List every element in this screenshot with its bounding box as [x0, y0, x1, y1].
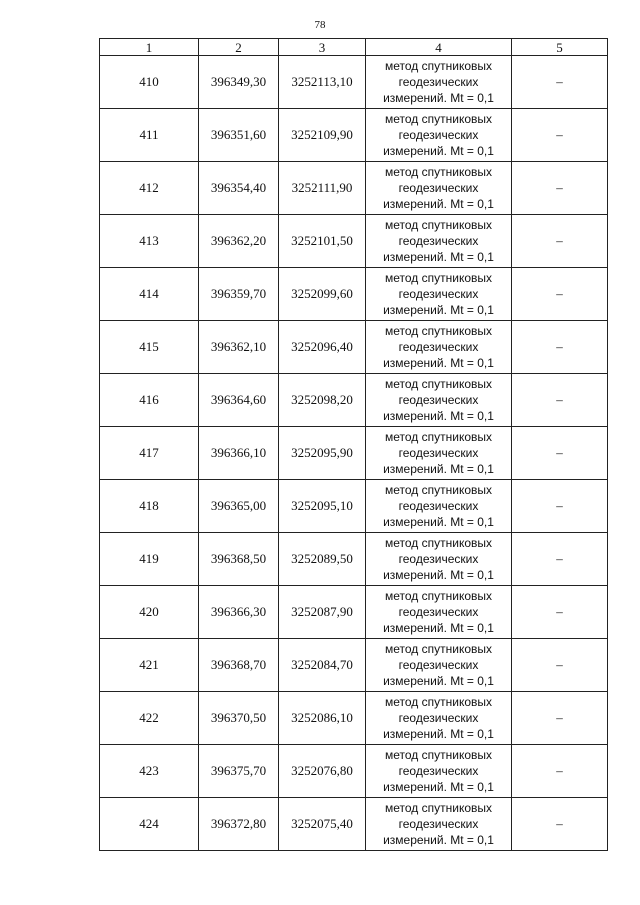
- page-number: 78: [314, 19, 326, 31]
- method-line: метод спутниковых: [384, 536, 492, 550]
- x-coordinate-cell: 396351,60: [199, 109, 279, 162]
- note-cell: –: [512, 798, 608, 851]
- note-cell: –: [512, 639, 608, 692]
- method-line: геодезических: [398, 552, 479, 566]
- point-number-cell: 424: [100, 798, 199, 851]
- note-cell: –: [512, 427, 608, 480]
- method-line: геодезических: [398, 128, 479, 142]
- table-row: [100, 427, 608, 480]
- method-cell: [366, 56, 512, 109]
- header-row: [100, 39, 608, 56]
- note-cell: –: [512, 162, 608, 215]
- x-coordinate-cell: 396364,60: [199, 374, 279, 427]
- method-line: метод спутниковых: [384, 271, 492, 285]
- note-cell: –: [512, 374, 608, 427]
- x-coordinate-cell: 396370,50: [199, 692, 279, 745]
- method-line: измерений. Mt = 0,1: [383, 674, 494, 688]
- method-line: измерений. Mt = 0,1: [383, 409, 494, 423]
- method-line: геодезических: [398, 393, 479, 407]
- note-cell: –: [512, 109, 608, 162]
- y-coordinate-cell: 3252084,70: [279, 639, 366, 692]
- x-coordinate-cell: 396366,30: [199, 586, 279, 639]
- table-row: [100, 692, 608, 745]
- x-coordinate-cell: 396349,30: [199, 56, 279, 109]
- method-line: геодезических: [398, 711, 479, 725]
- method-line: измерений. Mt = 0,1: [383, 144, 494, 158]
- method-line: геодезических: [398, 234, 479, 248]
- method-line: геодезических: [398, 605, 479, 619]
- y-coordinate-cell: 3252098,20: [279, 374, 366, 427]
- table-row: [100, 162, 608, 215]
- point-number-cell: 412: [100, 162, 199, 215]
- y-coordinate-cell: 3252076,80: [279, 745, 366, 798]
- method-line: геодезических: [398, 287, 479, 301]
- y-coordinate-cell: 3252101,50: [279, 215, 366, 268]
- method-line: геодезических: [398, 764, 479, 778]
- table-row: [100, 321, 608, 374]
- method-cell: [366, 109, 512, 162]
- table-row: [100, 533, 608, 586]
- method-line: метод спутниковых: [384, 642, 492, 656]
- coordinates-table: [99, 38, 608, 851]
- note-cell: –: [512, 586, 608, 639]
- y-coordinate-cell: 3252109,90: [279, 109, 366, 162]
- method-cell: [366, 321, 512, 374]
- table-row: [100, 374, 608, 427]
- column-header: 4: [366, 39, 512, 56]
- method-cell: [366, 374, 512, 427]
- method-cell: [366, 745, 512, 798]
- x-coordinate-cell: 396359,70: [199, 268, 279, 321]
- method-cell: [366, 162, 512, 215]
- note-cell: –: [512, 215, 608, 268]
- method-line: метод спутниковых: [384, 218, 492, 232]
- column-header: 5: [512, 39, 608, 56]
- method-line: измерений. Mt = 0,1: [383, 197, 494, 211]
- method-line: измерений. Mt = 0,1: [383, 91, 494, 105]
- y-coordinate-cell: 3252086,10: [279, 692, 366, 745]
- method-line: измерений. Mt = 0,1: [383, 356, 494, 370]
- point-number-cell: 416: [100, 374, 199, 427]
- method-line: измерений. Mt = 0,1: [383, 462, 494, 476]
- y-coordinate-cell: 3252113,10: [279, 56, 366, 109]
- method-cell: [366, 480, 512, 533]
- method-cell: [366, 586, 512, 639]
- point-number-cell: 421: [100, 639, 199, 692]
- point-number-cell: 420: [100, 586, 199, 639]
- method-line: геодезических: [398, 340, 479, 354]
- method-line: измерений. Mt = 0,1: [383, 727, 494, 741]
- table-row: [100, 109, 608, 162]
- method-line: метод спутниковых: [384, 430, 492, 444]
- y-coordinate-cell: 3252075,40: [279, 798, 366, 851]
- note-cell: –: [512, 480, 608, 533]
- x-coordinate-cell: 396368,70: [199, 639, 279, 692]
- point-number-cell: 422: [100, 692, 199, 745]
- table-row: [100, 56, 608, 109]
- method-line: метод спутниковых: [384, 377, 492, 391]
- method-line: метод спутниковых: [384, 748, 492, 762]
- table-row: [100, 745, 608, 798]
- y-coordinate-cell: 3252096,40: [279, 321, 366, 374]
- point-number-cell: 419: [100, 533, 199, 586]
- point-number-cell: 413: [100, 215, 199, 268]
- column-header: 3: [279, 39, 366, 56]
- y-coordinate-cell: 3252111,90: [279, 162, 366, 215]
- method-line: измерений. Mt = 0,1: [383, 568, 494, 582]
- note-cell: –: [512, 692, 608, 745]
- note-cell: –: [512, 745, 608, 798]
- x-coordinate-cell: 396372,80: [199, 798, 279, 851]
- method-line: измерений. Mt = 0,1: [383, 303, 494, 317]
- table-body: [100, 56, 608, 851]
- x-coordinate-cell: 396362,20: [199, 215, 279, 268]
- method-cell: [366, 798, 512, 851]
- table-row: [100, 215, 608, 268]
- method-line: метод спутниковых: [384, 695, 492, 709]
- note-cell: –: [512, 268, 608, 321]
- point-number-cell: 414: [100, 268, 199, 321]
- table-row: [100, 480, 608, 533]
- point-number-cell: 410: [100, 56, 199, 109]
- method-line: геодезических: [398, 658, 479, 672]
- method-line: метод спутниковых: [384, 112, 492, 126]
- method-line: измерений. Mt = 0,1: [383, 780, 494, 794]
- table-row: [100, 639, 608, 692]
- point-number-cell: 411: [100, 109, 199, 162]
- note-cell: –: [512, 533, 608, 586]
- method-line: измерений. Mt = 0,1: [383, 621, 494, 635]
- x-coordinate-cell: 396362,10: [199, 321, 279, 374]
- y-coordinate-cell: 3252089,50: [279, 533, 366, 586]
- method-cell: [366, 533, 512, 586]
- method-line: геодезических: [398, 446, 479, 460]
- point-number-cell: 415: [100, 321, 199, 374]
- table-row: [100, 798, 608, 851]
- method-cell: [366, 639, 512, 692]
- point-number-cell: 418: [100, 480, 199, 533]
- method-cell: [366, 215, 512, 268]
- method-line: геодезических: [398, 817, 479, 831]
- method-line: метод спутниковых: [384, 483, 492, 497]
- x-coordinate-cell: 396375,70: [199, 745, 279, 798]
- note-cell: –: [512, 56, 608, 109]
- method-cell: [366, 692, 512, 745]
- method-line: измерений. Mt = 0,1: [383, 515, 494, 529]
- method-line: измерений. Mt = 0,1: [383, 250, 494, 264]
- method-line: измерений. Mt = 0,1: [383, 833, 494, 847]
- table-row: [100, 586, 608, 639]
- table-row: [100, 268, 608, 321]
- column-header: 1: [100, 39, 199, 56]
- method-line: метод спутниковых: [384, 165, 492, 179]
- y-coordinate-cell: 3252095,10: [279, 480, 366, 533]
- y-coordinate-cell: 3252087,90: [279, 586, 366, 639]
- method-line: геодезических: [398, 181, 479, 195]
- y-coordinate-cell: 3252095,90: [279, 427, 366, 480]
- x-coordinate-cell: 396368,50: [199, 533, 279, 586]
- method-line: геодезических: [398, 499, 479, 513]
- y-coordinate-cell: 3252099,60: [279, 268, 366, 321]
- x-coordinate-cell: 396366,10: [199, 427, 279, 480]
- x-coordinate-cell: 396354,40: [199, 162, 279, 215]
- method-line: метод спутниковых: [384, 324, 492, 338]
- method-cell: [366, 427, 512, 480]
- point-number-cell: 417: [100, 427, 199, 480]
- method-line: метод спутниковых: [384, 589, 492, 603]
- method-line: метод спутниковых: [384, 59, 492, 73]
- note-cell: –: [512, 321, 608, 374]
- method-line: геодезических: [398, 75, 479, 89]
- table-header: [100, 39, 608, 56]
- column-header: 2: [199, 39, 279, 56]
- method-cell: [366, 268, 512, 321]
- method-line: метод спутниковых: [384, 801, 492, 815]
- point-number-cell: 423: [100, 745, 199, 798]
- x-coordinate-cell: 396365,00: [199, 480, 279, 533]
